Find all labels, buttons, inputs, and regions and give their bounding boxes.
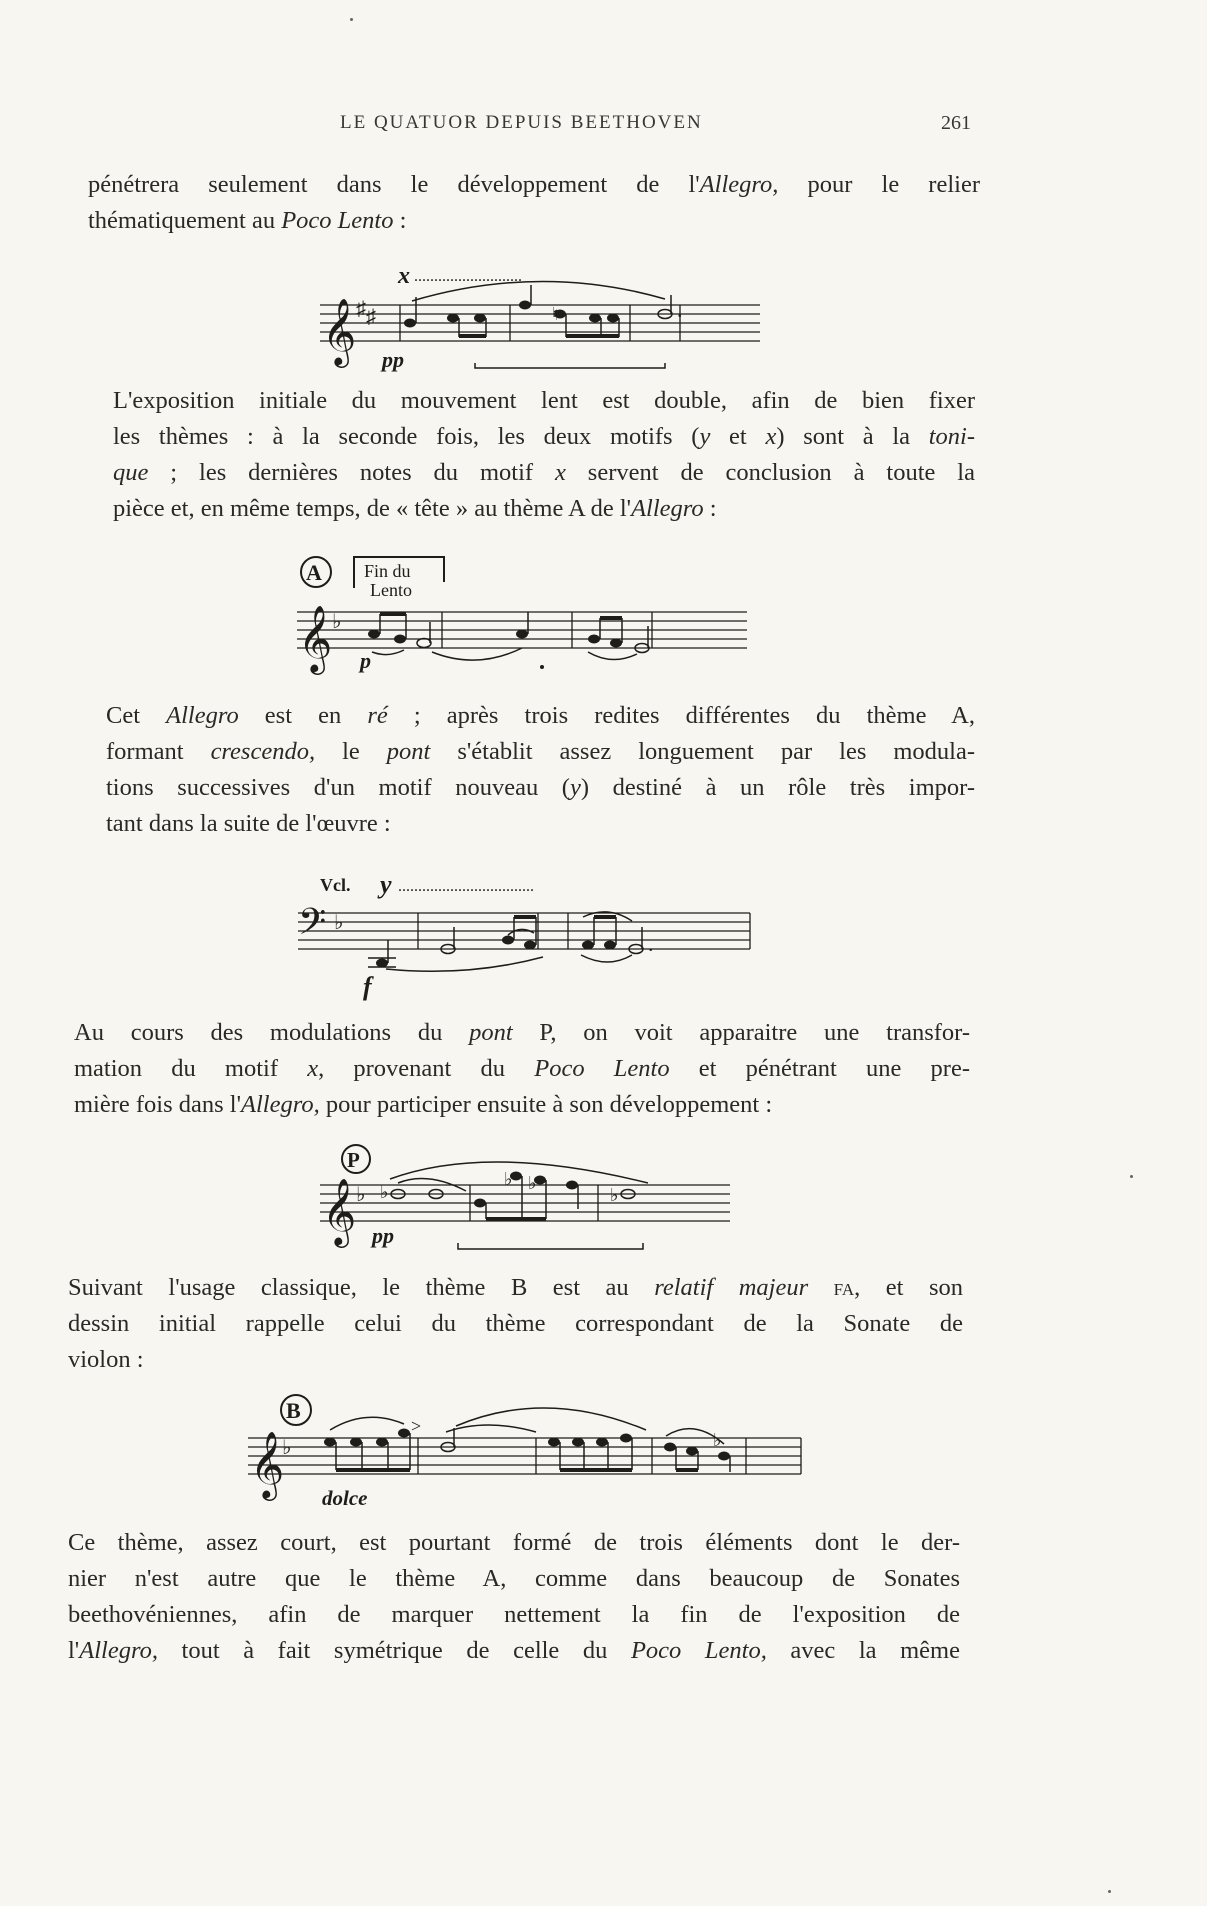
- text-segment: ) destiné à un rôle très impor-: [580, 774, 975, 801]
- text-segment: s'établit assez longuement par les modula-: [430, 738, 975, 765]
- text-segment: x: [554, 459, 566, 486]
- text-segment: relatif majeur: [654, 1274, 809, 1301]
- text-line: [106, 770, 975, 806]
- paragraph-6: [68, 1525, 960, 1669]
- text-line: [106, 698, 975, 734]
- motif-label-x: x: [398, 263, 410, 289]
- text-segment: , provenant du: [318, 1055, 535, 1082]
- svg-text:♯: ♯: [356, 298, 366, 320]
- text-segment: :: [703, 495, 717, 522]
- svg-text:♭: ♭: [713, 1430, 722, 1450]
- text-segment: que: [113, 459, 149, 486]
- text-segment: Allegro: [166, 702, 239, 729]
- text-line: [68, 1270, 963, 1306]
- music-example-theme-b: [246, 1388, 806, 1510]
- box-text-lento: Lento: [370, 580, 412, 600]
- svg-text:𝄞: 𝄞: [322, 1179, 357, 1244]
- text-segment: le: [315, 738, 387, 765]
- text-segment: thématiquement au: [88, 207, 282, 234]
- text-line: [68, 1525, 960, 1561]
- text-line: [113, 419, 975, 455]
- text-segment: tant dans la suite de l'œuvre :: [106, 810, 391, 837]
- text-segment: , et son: [854, 1274, 964, 1301]
- paper-speck: [1108, 1890, 1111, 1893]
- text-segment: Allegro,: [241, 1091, 320, 1118]
- music-example-x: [320, 255, 770, 370]
- text-segment: dessin initial rappelle celui du thème correspondant de la Sonate de: [68, 1310, 963, 1337]
- text-segment: x: [307, 1055, 319, 1082]
- text-segment: mation du motif: [74, 1055, 308, 1082]
- expression-dolce: dolce: [322, 1486, 368, 1510]
- dynamic-p: p: [360, 648, 371, 673]
- music-example-y: [298, 865, 758, 1000]
- text-segment: Poco Lento,: [630, 1637, 767, 1664]
- text-segment: Suivant l'usage classique, le thème B est au: [68, 1274, 655, 1301]
- text-line: [68, 1561, 960, 1597]
- paragraph-5: [68, 1270, 963, 1378]
- text-segment: beethovéniennes, afin de marquer nettement la fin de l'exposition de: [68, 1601, 960, 1628]
- svg-text:>: >: [411, 1416, 422, 1436]
- text-segment: tions successives d'un motif nouveau (: [106, 774, 570, 801]
- text-segment: toni-: [928, 423, 976, 450]
- text-segment: Au cours des modulations du: [74, 1019, 470, 1046]
- text-segment: et pénétrant une pre-: [669, 1055, 970, 1082]
- svg-text:.: .: [677, 297, 683, 322]
- text-segment: formant: [106, 738, 211, 765]
- text-segment: Ce thème, assez court, est pourtant formé de trois éléments dont le der-: [68, 1529, 960, 1556]
- svg-text:♮: ♮: [552, 304, 559, 324]
- svg-text:𝄞: 𝄞: [250, 1432, 285, 1497]
- text-segment: mière fois dans l': [74, 1091, 242, 1118]
- text-line: [68, 1597, 960, 1633]
- circle-label-a: A: [306, 560, 322, 585]
- svg-text:♭: ♭: [610, 1185, 619, 1205]
- svg-text:♭: ♭: [528, 1173, 537, 1193]
- text-segment: y: [569, 774, 581, 801]
- svg-text:𝄞: 𝄞: [298, 606, 333, 671]
- svg-text:♭: ♭: [334, 912, 344, 934]
- text-segment: ré: [367, 702, 388, 729]
- text-segment: Cet: [106, 702, 167, 729]
- paragraph-1: [88, 167, 980, 239]
- text-segment: pour le relier: [778, 171, 980, 198]
- text-segment: pièce et, en même temps, de « tête » au thème A de l': [113, 495, 632, 522]
- text-line: [88, 167, 980, 203]
- circle-label-b: B: [286, 1398, 301, 1423]
- text-segment: crescendo,: [210, 738, 316, 765]
- text-segment: pour participer ensuite à son développement :: [319, 1091, 773, 1118]
- text-segment: l': [68, 1637, 80, 1664]
- text-segment: les thèmes : à la seconde fois, les deux motifs (: [113, 423, 700, 450]
- paper-speck: [1130, 1175, 1133, 1178]
- circle-label-p: P: [347, 1148, 360, 1172]
- text-segment: L'exposition initiale du mouvement lent est double, afin de bien fixer: [113, 387, 975, 414]
- text-segment: est en: [238, 702, 368, 729]
- paragraph-3: [106, 698, 975, 842]
- paragraph-4: [74, 1015, 970, 1123]
- svg-text:𝄢: 𝄢: [298, 902, 327, 951]
- text-segment: pont: [386, 738, 431, 765]
- music-example-theme-p: [318, 1143, 738, 1255]
- text-segment: et: [710, 423, 766, 450]
- svg-text:♭: ♭: [504, 1169, 513, 1189]
- text-line: [106, 734, 975, 770]
- text-segment: fa: [833, 1274, 855, 1301]
- instrument-label: Vcl.: [320, 875, 351, 895]
- text-segment: pont: [469, 1019, 513, 1046]
- text-segment: Allegro: [631, 495, 704, 522]
- music-example-theme-a: [292, 552, 752, 682]
- text-segment: :: [393, 207, 407, 234]
- text-segment: Poco Lento: [281, 207, 394, 234]
- svg-text:𝄞: 𝄞: [322, 299, 357, 364]
- motif-dots: ...........................: [414, 268, 522, 285]
- page-number: 261: [941, 112, 971, 134]
- text-segment: servent de conclusion à toute la: [565, 459, 975, 486]
- paragraph-2: [113, 383, 975, 527]
- text-segment: ) sont à la: [776, 423, 929, 450]
- text-segment: nier n'est autre que le thème A, comme dans beaucoup de Sonates: [68, 1565, 960, 1592]
- text-segment: Poco Lento: [534, 1055, 670, 1082]
- text-line: [106, 806, 975, 842]
- svg-text:♯: ♯: [366, 306, 376, 328]
- text-line: [68, 1306, 963, 1342]
- text-segment: Allegro,: [79, 1637, 158, 1664]
- text-segment: pénétrera seulement dans le développement de l': [88, 171, 700, 198]
- text-segment: P, on voit apparaitre une transfor-: [512, 1019, 971, 1046]
- text-line: [113, 455, 975, 491]
- text-segment: [808, 1274, 834, 1301]
- motif-dots-y: ..................................: [398, 878, 534, 895]
- text-line: [74, 1051, 970, 1087]
- text-line: [113, 383, 975, 419]
- text-segment: ; les dernières notes du motif: [148, 459, 555, 486]
- text-line: [68, 1633, 960, 1669]
- text-line: [74, 1015, 970, 1051]
- text-segment: avec la même: [766, 1637, 960, 1664]
- svg-text:♭: ♭: [380, 1182, 389, 1202]
- dynamic-pp: pp: [382, 347, 404, 372]
- text-segment: tout à fait symétrique de celle du: [157, 1637, 631, 1664]
- text-line: [88, 203, 980, 239]
- box-text-fin-du: Fin du: [364, 561, 411, 581]
- svg-text:♭: ♭: [332, 611, 342, 633]
- running-title: LE QUATUOR DEPUIS BEETHOVEN: [340, 112, 703, 133]
- paper-speck: [350, 18, 353, 21]
- text-segment: Allegro,: [699, 171, 779, 198]
- svg-text:.: .: [648, 931, 654, 956]
- text-segment: y: [699, 423, 711, 450]
- dynamic-pp-p: pp: [372, 1223, 394, 1248]
- svg-text:♭: ♭: [282, 1437, 292, 1459]
- text-segment: violon :: [68, 1346, 144, 1373]
- svg-text:♭: ♭: [356, 1184, 366, 1206]
- text-segment: ; après trois redites différentes du thème A,: [387, 702, 975, 729]
- motif-label-y: y: [380, 870, 392, 899]
- text-line: [74, 1087, 970, 1123]
- text-line: [113, 491, 975, 527]
- text-line: [68, 1342, 963, 1378]
- dynamic-f: f: [363, 972, 372, 1001]
- text-segment: x: [765, 423, 777, 450]
